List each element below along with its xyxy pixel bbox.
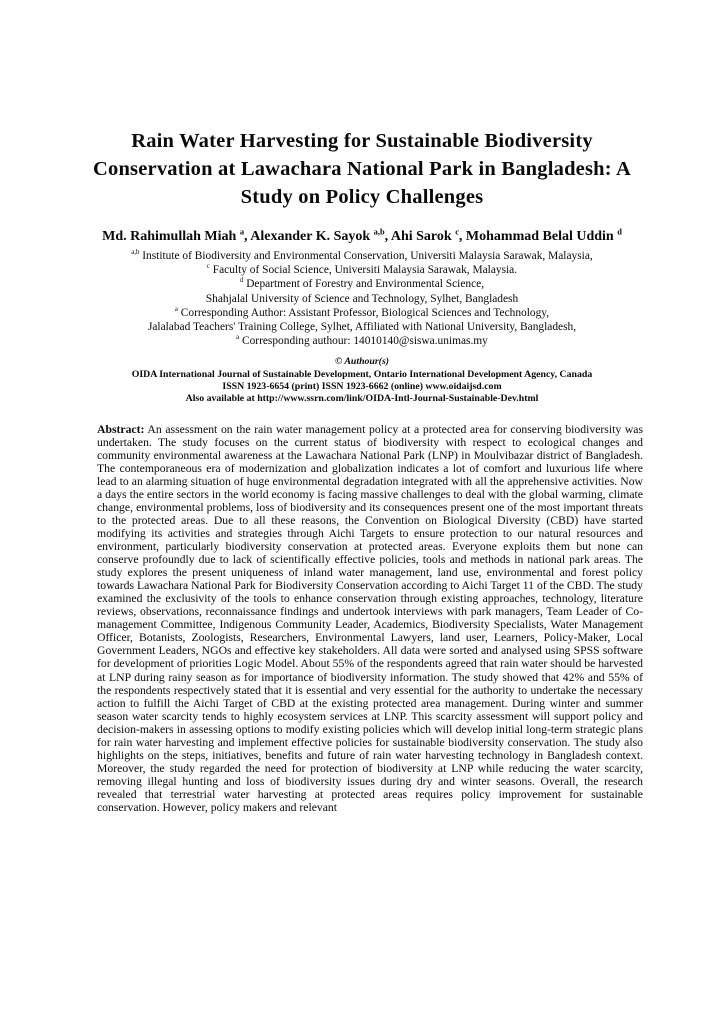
author-separator: , <box>458 229 466 244</box>
affiliation-line <box>0 320 724 334</box>
affiliation-superscript: a,b <box>131 249 140 257</box>
imprint-block <box>0 356 724 405</box>
affiliations-block <box>0 249 724 348</box>
author-affiliation-superscript: a <box>239 227 244 237</box>
affiliation-line <box>0 306 724 320</box>
affiliation-text: Institute of Biodiversity and Environmental Conservation, Universiti Malaysia Sarawak, Malaysia, <box>139 250 593 262</box>
abstract-label: Abstract: <box>97 422 145 436</box>
authors-line <box>0 228 724 246</box>
affiliation-line <box>0 249 724 263</box>
imprint-line: Also available at http://www.ssrn.com/link/OIDA-Intl-Journal-Sustainable-Dev.html <box>185 393 539 405</box>
author-affiliation-superscript: c <box>455 227 459 237</box>
affiliation-line <box>0 334 724 348</box>
affiliation-line <box>0 277 724 291</box>
author-affiliation-superscript: d <box>617 227 622 237</box>
author-affiliation-superscript: a,b <box>373 227 385 237</box>
imprint-line: ISSN 1923-6654 (print) ISSN 1923-6662 (online) www.oidaijsd.com <box>222 381 502 393</box>
affiliation-superscript: a <box>236 334 240 342</box>
affiliation-text: Shahjalal University of Science and Technology, Sylhet, Bangladesh <box>205 292 519 305</box>
affiliation-superscript: c <box>206 263 210 271</box>
paper-title-line: Study on Policy Challenges <box>240 186 484 208</box>
paper-title-line: Rain Water Harvesting for Sustainable Biodiversity <box>131 130 593 152</box>
author <box>391 229 466 244</box>
affiliation-text: Department of Forestry and Environmental Science, <box>243 278 485 291</box>
author-separator: , <box>384 229 391 244</box>
author <box>466 229 622 244</box>
author <box>250 229 391 244</box>
abstract-paragraph <box>97 423 643 814</box>
affiliation-text: Corresponding Author: Assistant Professor, Biological Sciences and Technology, <box>177 306 550 319</box>
author-name: Mohammad Belal Uddin <box>465 229 618 244</box>
affiliation-text: Corresponding authour: 14010140@siswa.unimas.my <box>239 335 488 348</box>
author-name: Ahi Sarok <box>390 229 456 244</box>
author-name: Md. Rahimullah Miah <box>102 229 240 244</box>
affiliation-text: Jalalabad Teachers' Training College, Sylhet, Affiliated with National University, Bangladesh, <box>147 321 577 334</box>
author <box>102 229 250 244</box>
paper-title <box>0 127 724 211</box>
copyright-line: © Authour(s) <box>334 356 390 368</box>
imprint-line: OIDA International Journal of Sustainable Development, Ontario International Development Agency, Canada <box>131 368 593 380</box>
affiliation-superscript: a <box>174 306 178 314</box>
affiliation-line <box>0 292 724 306</box>
affiliation-line <box>0 263 724 277</box>
paper-title-line: Conservation at Lawachara National Park in Bangladesh: A <box>93 158 631 180</box>
affiliation-superscript: d <box>239 277 244 285</box>
author-separator: , <box>244 229 251 244</box>
imprint-lines <box>0 369 724 406</box>
author-name: Alexander K. Sayok <box>250 229 374 244</box>
abstract-text: An assessment on the rain water management policy at a protected area for conserving biodiversity was undertaken. The study focuses on the current status of biodiversity with respect to ecological changes and community environmental awareness at the Lawachara National Park (LNP) in Moulvibazar district of Bangladesh. The contemporaneous era of modernization and globalization indicates a lot of comfort and luxurious life where lead to an alarming situation of huge environmental degradation integrated with all the apprehensive activities. Now a days the entire sectors in the world economy is facing massive challenges to deal with the global warming, climate change, environmental problems, loss of biodiversity and its consequences present one of the most important threats to the protected areas. Due to all these reasons, the Convention on Biological Diversity (CBD) have started modifying its activities and strategies through Aichi Targets to ensure protection to our natural resources and environment, particularly biodiversity conservation at protected areas. Everyone exploits them but none can conserve profoundly due to lack of scientifically effective policies, tools and methods in national park areas. The study explores the present uniqueness of inland water management, land use, environmental and forest policy towards Lawachara National Park for Biodiversity Conservation according to Aichi Target 11 of the CBD. The study examined the exclusivity of the tools to enhance conservation through existing approaches, technology, literature reviews, observations, reconnaissance findings and undertook interviews with park managers, Team Leader of Co-management Committee, Indigenous Community Leader, Academics, Biodiversity Specialists, Water Management Officer, Botanists, Zoologists, Researchers, Environmental Lawyers, land user, Learners, Policy-Maker, Local Government Leaders, NGOs and effective key stakeholders. All data were sorted and analysed using SPSS software for development of priorities Logic Model. About 55% of the respondents agreed that rain water should be harvested at LNP during rainy season as for importance of biodiversity information. The study showed that 42% and 55% of the respondents respectively stated that it is essential and very essential for the authority to undertake the necessary action to fulfill the Aichi Target of CBD at the existing protected area management. During winter and summer season water scarcity tends to highly ecosystem services at LNP. This scarcity assessment will support policy and decision-makers in assessing options to modify existing policies which will develop initial long-term strategic plans for rain water harvesting and implement effective policies for sustainable biodiversity conservation. The study also highlights on the steps, initiatives, benefits and future of rain water harvesting technology in Bangladesh context. Moreover, the study regarded the need for protection of biodiversity at LNP while reducing the water scarcity, removing illegal hunting and loss of biodiversity issues during dry and winter seasons. Overall, the research revealed that terrestrial water harvesting at protected areas requires policy improvement for sustainable conservation. However, policy makers and relevant <box>97 422 643 814</box>
affiliation-text: Faculty of Social Science, Universiti Malaysia Sarawak, Malaysia. <box>209 264 518 277</box>
